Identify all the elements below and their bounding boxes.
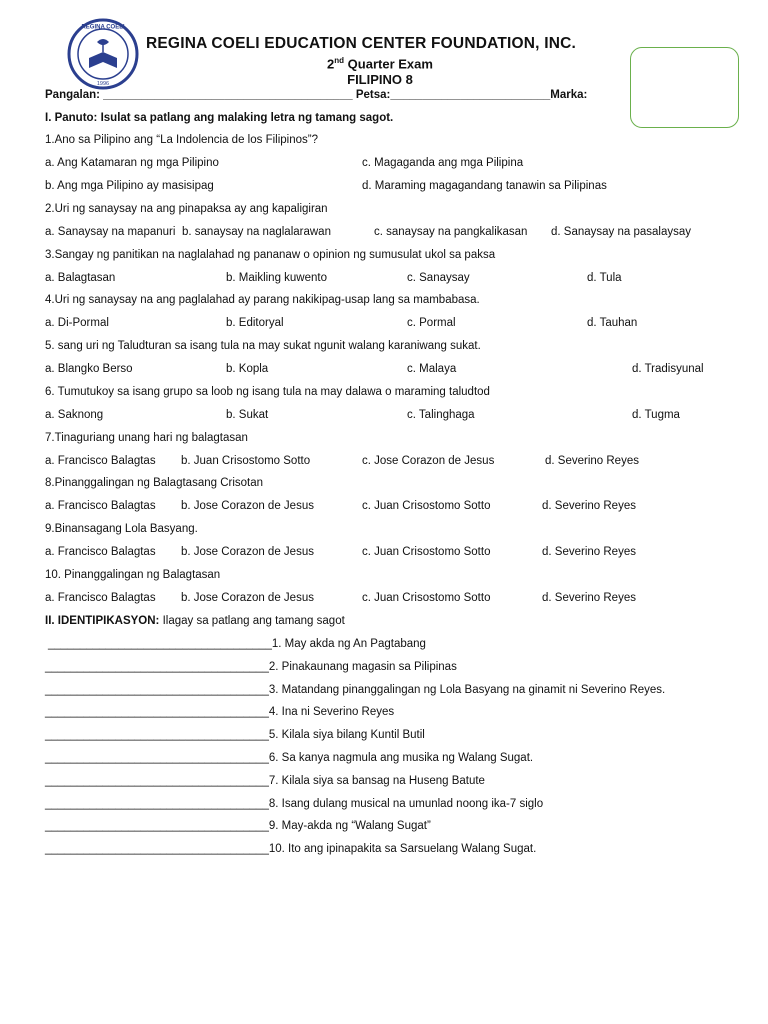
choice[interactable]: b. Sukat [226,409,269,421]
choice[interactable]: c. Malaya [407,363,457,375]
choice[interactable]: b. Ang mga Pilipino ay masisipag [45,180,214,192]
item-text: 2. Pinakaunang magasin sa Pilipinas [268,660,457,673]
choice[interactable]: b. Jose Corazon de Jesus [181,592,314,604]
part2-heading [45,614,345,628]
choice[interactable]: c. sanaysay na pangkalikasan [374,226,528,238]
choice[interactable]: d. Severino Reyes [545,455,639,467]
petsa-field[interactable]: _________________________ [390,89,551,101]
marka-score-box[interactable] [630,47,739,128]
choice[interactable]: c. Talinghaga [407,409,475,421]
identification-item [45,660,457,674]
pangalan-label: Pangalan: [45,89,100,101]
question-2: 2.Uri ng sanaysay na ang pinapaksa ay ang kapaligiran [45,203,328,215]
school-name: REGINA COELI EDUCATION CENTER FOUNDATION, INC. [146,35,576,52]
item-text: 5. Kilala siya bilang Kuntil Butil [268,729,425,742]
choice[interactable]: b. Jose Corazon de Jesus [181,500,314,512]
part1-instruction: I. Panuto: Isulat sa patlang ang malaking letra ng tamang sagot. [45,112,394,124]
question-1: 1.Ano sa Pilipino ang “La Indolencia de los Filipinos”? [45,134,318,146]
choice[interactable]: d. Sanaysay na pasalaysay [551,226,692,238]
answer-blank[interactable]: ___________________________________ [45,797,269,810]
identification-item [45,819,431,833]
choice[interactable]: d. Severino Reyes [542,500,636,512]
choice[interactable]: b. Editoryal [226,317,284,329]
choice[interactable]: a. Balagtasan [45,272,116,284]
question-10: 10. Pinanggalingan ng Balagtasan [45,569,221,581]
choice[interactable]: a. Saknong [45,409,104,421]
choice[interactable]: c. Sanaysay [407,272,470,284]
choice[interactable]: d. Severino Reyes [542,546,636,558]
choice[interactable]: d. Tula [587,272,622,284]
identification-item [45,797,543,811]
choice[interactable]: d. Tradisyunal [632,363,704,375]
question-6: 6. Tumutukoy sa isang grupo sa loob ng isang tula na may dalawa o maraming taludtod [45,386,490,398]
choice[interactable]: c. Juan Crisostomo Sotto [362,500,491,512]
part2-instruction: Ilagay sa patlang ang tamang sagot [159,615,345,627]
petsa-label: Petsa: [355,89,391,101]
choice[interactable]: a. Francisco Balagtas [45,455,156,467]
choice[interactable]: b. Maikling kuwento [226,272,327,284]
question-7: 7.Tinaguriang unang hari ng balagtasan [45,432,248,444]
identification-item [45,751,533,765]
answer-blank[interactable]: ___________________________________ [45,729,269,742]
seal-year: 1996 [96,81,110,87]
identification-item [45,842,536,856]
answer-blank[interactable]: ___________________________________ [45,820,269,833]
item-text: 10. Ito ang ipinapakita sa Sarsuelang Walang Sugat. [268,843,537,856]
answer-blank[interactable]: ___________________________________ [45,706,269,719]
question-5: 5. sang uri ng Taludturan sa isang tula na may sukat ngunit walang karaniwang sukat. [45,340,481,352]
answer-blank[interactable]: ___________________________________ [45,660,269,673]
answer-blank[interactable]: ___________________________________ [45,683,269,696]
choice[interactable]: a. Blangko Berso [45,363,133,375]
choice[interactable]: a. Di-Pormal [45,317,109,329]
quarter-exam-label [300,53,460,72]
quarter-num: 2 [327,56,335,72]
choice[interactable]: b. Kopla [226,363,269,375]
choice[interactable]: c. Pormal [407,317,456,329]
choice[interactable]: b. Juan Crisostomo Sotto [181,455,311,467]
choice[interactable]: a. Francisco Balagtas [45,592,156,604]
question-8: 8.Pinanggalingan ng Balagtasang Crisotan [45,477,264,489]
choice[interactable]: a. Sanaysay na mapanuri [45,226,176,238]
item-text: 6. Sa kanya nagmula ang musika ng Walang Sugat. [268,752,534,764]
identification-item [45,774,485,788]
choice[interactable]: d. Tugma [632,409,680,421]
item-text: 7. Kilala siya sa bansag na Huseng Batute [268,774,485,787]
choice[interactable]: a. Ang Katamaran ng mga Pilipino [45,157,219,169]
item-text: 8. Isang dulang musical na umunlad noong ika-7 siglo [268,797,544,810]
quarter-sup: nd [334,56,345,65]
choice[interactable]: b. sanaysay na naglalarawan [182,226,331,238]
exam-title [300,53,460,88]
choice[interactable]: c. Juan Crisostomo Sotto [362,546,491,558]
choice[interactable]: a. Francisco Balagtas [45,546,156,558]
school-seal-logo [67,18,139,90]
choice[interactable]: d. Severino Reyes [542,592,636,604]
seal-text: REGINA COELI [81,24,125,31]
identification-item [45,683,665,697]
item-text: 3. Matandang pinanggalingan ng Lola Basyang na ginamit ni Severino Reyes. [268,683,666,696]
choice[interactable]: a. Francisco Balagtas [45,500,156,512]
subject-label: FILIPINO 8 [347,72,413,88]
identification-item [45,705,394,719]
pangalan-field[interactable]: _______________________________________ [103,89,353,101]
answer-blank[interactable]: ___________________________________ [45,752,269,764]
identification-item [45,728,425,742]
item-text: 4. Ina ni Severino Reyes [268,706,395,719]
item-text: 9. May-akda ng “Walang Sugat” [268,820,431,833]
question-9: 9.Binansagang Lola Basyang. [45,523,198,535]
question-4: 4.Uri ng sanaysay na ang paglalahad ay parang nakikipag-usap lang sa mambabasa. [45,294,480,306]
choice[interactable]: c. Jose Corazon de Jesus [362,455,495,467]
choice[interactable]: d. Tauhan [587,317,638,329]
quarter-rest: Quarter Exam [344,56,433,72]
choice[interactable]: d. Maraming magagandang tanawin sa Pilipinas [362,180,607,192]
question-3: 3.Sangay ng panitikan na naglalahad ng pananaw o opinion ng sumusulat ukol sa paksa [45,249,496,261]
student-info-row [45,88,587,102]
choice[interactable]: b. Jose Corazon de Jesus [181,546,314,558]
choice[interactable]: c. Juan Crisostomo Sotto [362,592,491,604]
choice[interactable]: c. Magaganda ang mga Pilipina [362,157,524,169]
marka-label: Marka: [550,89,588,101]
part2-title: II. IDENTIPIKASYON: [45,615,160,627]
identification-item [48,637,426,651]
answer-blank[interactable]: ___________________________________ [45,774,269,787]
answer-blank[interactable]: ___________________________________ [45,843,269,856]
item-text: 1. May akda ng An Pagtabang [271,638,426,650]
answer-blank[interactable]: ___________________________________ [48,638,272,650]
